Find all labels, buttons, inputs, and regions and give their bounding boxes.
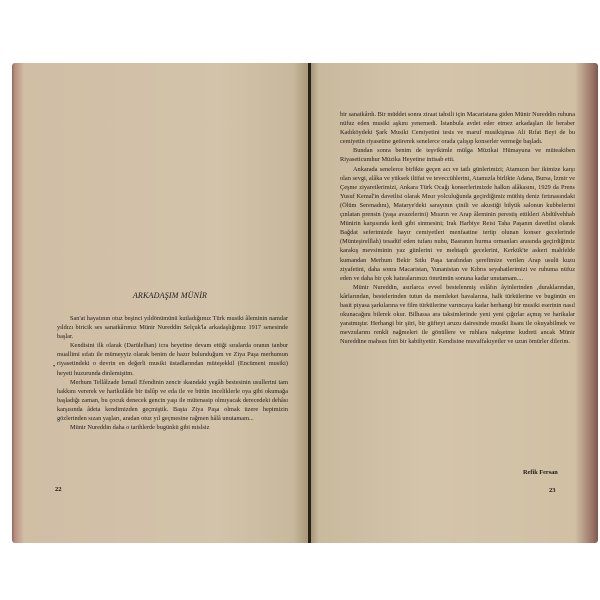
paragraph: Merhum Tellâlzade İsmail Efendinin zencir ıkaındaki yegâh bestesinin usullerini tam hakkını vererek ve harikulâde bir üslûp ve eda ile ve bütün inceliklerle oya gibi okumağa başladığı zaman, bu çocuk denecek gencin yaşı ile mütenasip olmıyacak derecedeki dehâsı karşısında âdeta kendimizden geçmiştik. Başta Ziya Paşa olmak üzere hepimizin gözlerinden sızan yaşları, aradan otuz yıl geçmesine rağmen hâlâ unutamam... xyxy=(57,378,288,423)
author-signature: Refik Fersan xyxy=(523,469,558,476)
right-page-text xyxy=(340,110,575,346)
paragraph: San'at hayatının otuz beşinci yıldönümünü kutladığımız Türk musiki âleminin namdar yıldızı biricik ses sanatkârımız Münir Nureddin Selçuk'la arkadaşlığımız 1917 senesinde başlar. xyxy=(57,315,288,341)
margin-mark: • xyxy=(53,364,56,370)
page-number: 22 xyxy=(55,486,62,493)
paragraph: Kendisini ilk olarak (Darülelhan) icra heyetine devam ettiği sıralarda oranın tanbur muallimi sıfatı ile mümeyyiz olarak benim de hazır bulunduğum ve Ziya Paşa merhumun riyasetindeki o devrin en değerli musiki üstadlarından müteşekkil (Encümeni musiki) heyeti huzurunda dinlemiştim. xyxy=(57,342,288,377)
left-page-text xyxy=(57,314,288,432)
right-page xyxy=(311,63,598,543)
page-number: 23 xyxy=(549,487,556,494)
paragraph: bir sanatkârdı. Bir müddet sonra ziraat tahsili için Macaristana giden Münir Nureddin ruhuna nüfuz eden musiki aşkını yenemedi. İstanbula avdet eder etmez arkadaşları ile beraber Kadıköydeki Şark Musiki Cemiyetini tesis ve maruf musikişinas Ali Rıfat Beyi de bu cemiyetin riyasetine getirerek senelerce orada çalışıp konserler vermeğe başladı. xyxy=(340,111,575,146)
paragraph: Bundan sonra benim de teşvikimle mülga Müzikai Hümayuna ve müteakiben Riyaseticumhur Müzika Heyetine intisab etti. xyxy=(340,147,575,164)
paragraph: Ankarada senelerce birlikte geçen acı ve tatlı günlerimizi; Atamızın her ikimize karşı olan sevgi, alâka ve yüksek iltifat ve teveccühlerini, Atamızla birlikte Adana, Bursa, İzmir ve Çeşme ziyaretlerimizi, Ankara Türk Ocağı konserlerimizde halkın alâkasını, 1929 da Prens Yusuf Kemal'in davetlisi olarak Mısır yolculuğunda geçirdiğimiz müthiş deniz fırtınasındaki (Ölüm Serenadını), Matarye'deki sarayının çinili ve akustiği bilyük salonun kubbelerini çınlatan prensin (yaşa avazelerini) Mısırın ve Arap âleminin perestiş ettikleri Abdülvehhab Münirin karşısında kedi gibi sinmesini; Irak Harbiye Reisi Taha Paşanın davetlisi olarak Bağdat seferimizde hayır cemiyetleri menfaatine tertip olunan konser gecelerinde (Münteşirelllah) tesadüf eden tufanı nuhu, Basranın hurma ormanları arasında geçirdiğimiz karakış mevsiminin yaz günlerini ve mehtaplı gecelerini, Kerkük'te askeri mahfelde kumandan Merhum Bekir Sıtkı Paşa tarafından şerefimize verilen Arap usulü kuzu ziyafetini, daha sonra Macaristan, Yunanistan ve Kıbrıs seyahatlerimizi ve ruhuma nüfuz eden ve daha bir çok hatıralarımızı ömrümün sonuna kadar unutamam.... xyxy=(340,165,575,282)
paragraph: Münir Nureddin, asırlarca evvel bestelenmiş eslâfın âyinlerinden ,duraklarından, kârlarından, bestelerinden tutun da memleket havalarına, halk türkülerine ve bugünün en basit piyasa şarkılarına ve film türkülerine varıncaya kadar herhangi bir musiki eserinin nasıl okunacağını bilerek okur. Bilhassa ara taksimlerinde yeni yeni çığırlar açmış ve harikalar yaratmıştır. Herhangi bir şiiri, bir güfteyi aruzu dairesinde musiki lisanı ile okuyabilmek ve mevzularını renkli nağmeleri ile gönüllere ve ruhlara nakşetme kudreti ancak Münir Nureddine mahsus fıtri bir kabiliyettir. Kendisine muvaffakıyetler ve uzun ömürler dilerim. xyxy=(340,283,575,346)
open-book xyxy=(12,63,598,543)
paragraph: Münir Nureddin daha o tarihlerde bugünkü gibi mislsiz xyxy=(70,424,210,432)
left-page xyxy=(12,63,308,543)
chapter-heading: ARKADAŞIM MÜNİR xyxy=(132,291,208,300)
